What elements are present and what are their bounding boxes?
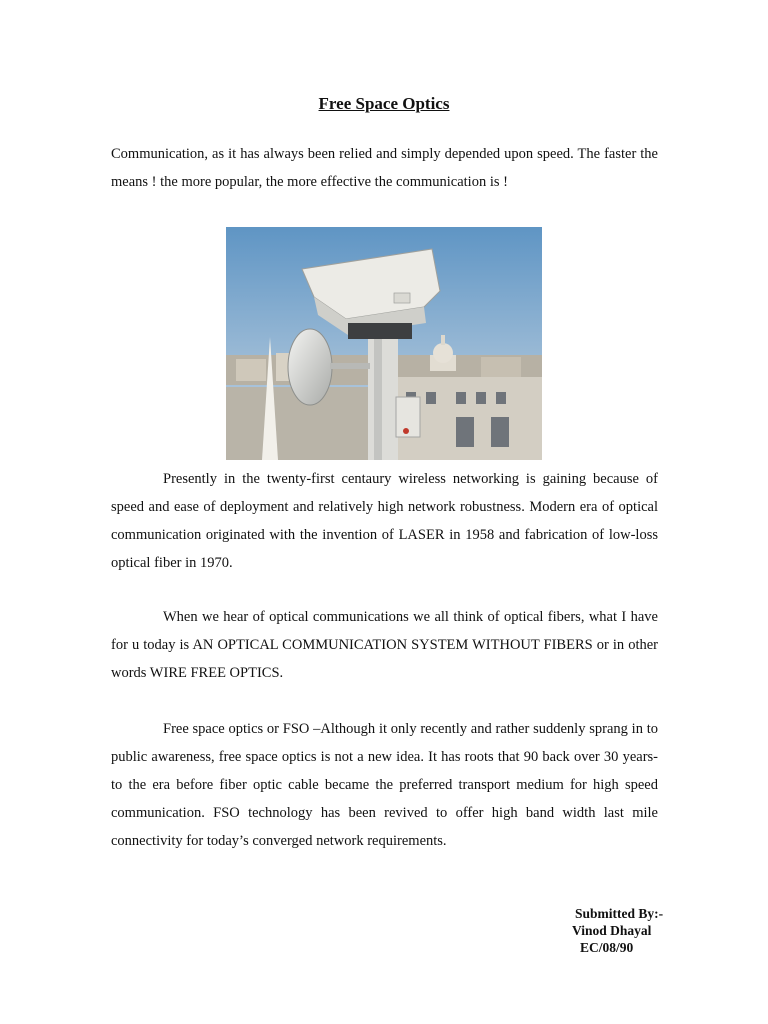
fso-transceiver-photo (226, 227, 542, 460)
author-name: Vinod Dhayal (572, 923, 652, 938)
document-title: Free Space Optics (318, 94, 450, 113)
submitted-by-label: Submitted By:- (575, 906, 664, 921)
intro-paragraph: Communication, as it has always been relied and simply depended upon speed. The faster the means ! the more popular, the more effective the communication is ! (111, 146, 658, 190)
present-paragraph: Presently in the twenty-first centaury wireless networking is gaining because of speed and ease of deployment and relatively high network robustness. Modern era of optical communication originated with the invention of LASER in 1958 and fabrication of low-loss optical fiber in 1970. (111, 471, 658, 571)
author-roll-number: EC/08/90 (580, 940, 634, 955)
optical-fibers-paragraph: When we hear of optical communications we all think of optical fibers, what I have for u today is AN OPTICAL COMMUNICATION SYSTEM WITHOUT FIBERS or in other words WIRE FREE OPTICS. (111, 609, 658, 681)
fso-history-paragraph: Free space optics or FSO –Although it only recently and rather suddenly sprang in to public awareness, free space optics is not a new idea. It has roots that 90 back over 30 years-to the era before fiber optic cable became the preferred transport medium for high speed communication. FSO technology has been revived to offer high band width last mile connectivity for today’s converged network requirements. (111, 721, 658, 849)
